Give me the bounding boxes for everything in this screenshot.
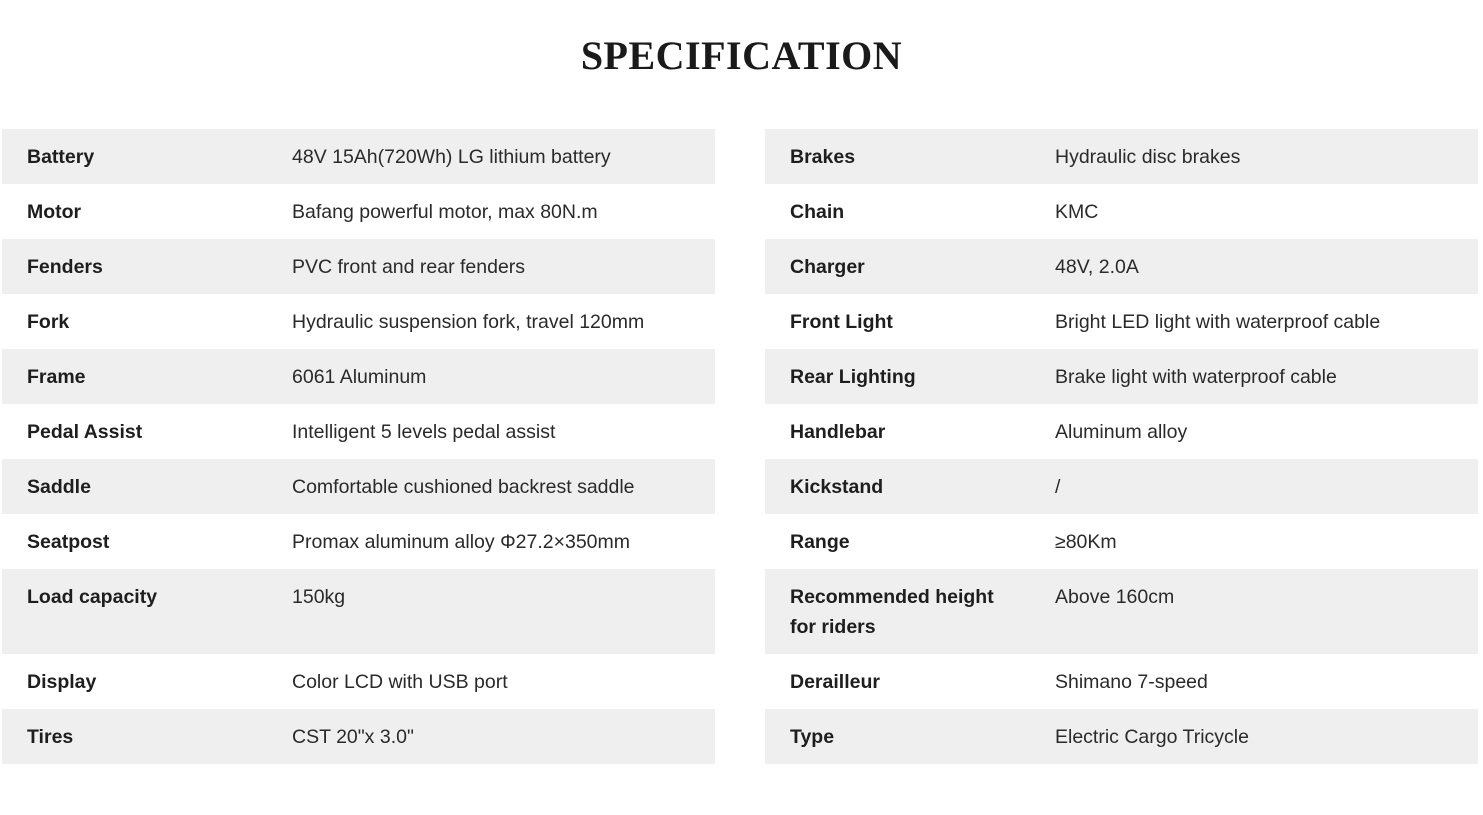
spec-row <box>2 239 715 294</box>
spec-value: 48V 15Ah(720Wh) LG lithium battery <box>292 146 611 168</box>
spec-value: Bafang powerful motor, max 80N.m <box>292 201 598 223</box>
spec-value: KMC <box>1055 201 1099 223</box>
spec-value: Comfortable cushioned backrest saddle <box>292 476 635 498</box>
spec-label: Tires <box>27 726 74 748</box>
spec-value: / <box>1055 476 1061 498</box>
spec-value: 150kg <box>292 586 346 608</box>
spec-label: Derailleur <box>790 671 880 693</box>
spec-row <box>765 184 1478 239</box>
spec-label: Pedal Assist <box>27 421 143 443</box>
spec-row <box>765 129 1478 184</box>
spec-row <box>2 459 715 514</box>
spec-row <box>2 569 715 654</box>
spec-label: Fork <box>27 311 70 333</box>
spec-label: Chain <box>790 201 845 223</box>
spec-label: Load capacity <box>27 586 158 608</box>
spec-row <box>2 294 715 349</box>
spec-label: Saddle <box>27 476 91 498</box>
spec-label: Rear Lighting <box>790 366 916 388</box>
spec-label: Front Light <box>790 311 893 333</box>
spec-value: ≥80Km <box>1055 531 1117 553</box>
spec-label: Battery <box>27 146 95 168</box>
spec-value: Above 160cm <box>1055 586 1175 608</box>
spec-row <box>765 569 1478 654</box>
spec-value: Electric Cargo Tricycle <box>1055 726 1249 748</box>
spec-value: Promax aluminum alloy Φ27.2×350mm <box>292 531 630 553</box>
spec-label: Range <box>790 531 850 553</box>
spec-value: PVC front and rear fenders <box>292 256 526 278</box>
spec-label: Frame <box>27 366 86 388</box>
spec-value: Aluminum alloy <box>1055 421 1188 443</box>
spec-value: Hydraulic suspension fork, travel 120mm <box>292 311 645 333</box>
spec-row <box>765 239 1478 294</box>
spec-value: 48V, 2.0A <box>1055 256 1139 278</box>
spec-row <box>765 514 1478 569</box>
spec-label: Brakes <box>790 146 856 168</box>
spec-table-right <box>765 129 1478 764</box>
spec-row <box>2 129 715 184</box>
spec-row <box>765 654 1478 709</box>
spec-label: Type <box>790 726 835 748</box>
spec-value: Color LCD with USB port <box>292 671 508 693</box>
spec-row <box>2 709 715 764</box>
spec-label: Seatpost <box>27 531 110 553</box>
spec-row <box>2 514 715 569</box>
page-title: SPECIFICATION <box>580 33 903 78</box>
spec-value: Hydraulic disc brakes <box>1055 146 1241 168</box>
spec-value: Brake light with waterproof cable <box>1055 366 1337 388</box>
spec-label: Motor <box>27 201 82 223</box>
spec-row <box>2 654 715 709</box>
spec-row <box>2 184 715 239</box>
spec-label: Charger <box>790 256 865 278</box>
spec-value: Shimano 7-speed <box>1055 671 1208 693</box>
spec-row <box>2 349 715 404</box>
spec-label: Kickstand <box>790 476 884 498</box>
spec-label: Display <box>27 671 97 693</box>
spec-value: CST 20"x 3.0" <box>292 726 414 748</box>
spec-row <box>765 294 1478 349</box>
spec-value: Bright LED light with waterproof cable <box>1055 311 1381 333</box>
spec-value: 6061 Aluminum <box>292 366 427 388</box>
spec-label: Fenders <box>27 256 103 278</box>
spec-row <box>765 459 1478 514</box>
spec-row <box>765 404 1478 459</box>
spec-label: Handlebar <box>790 421 886 443</box>
spec-table-left <box>2 129 715 764</box>
spec-row <box>2 404 715 459</box>
spec-row <box>765 349 1478 404</box>
spec-row <box>765 709 1478 764</box>
spec-label: Recommended height for riders <box>790 586 994 638</box>
spec-value: Intelligent 5 levels pedal assist <box>292 421 556 443</box>
